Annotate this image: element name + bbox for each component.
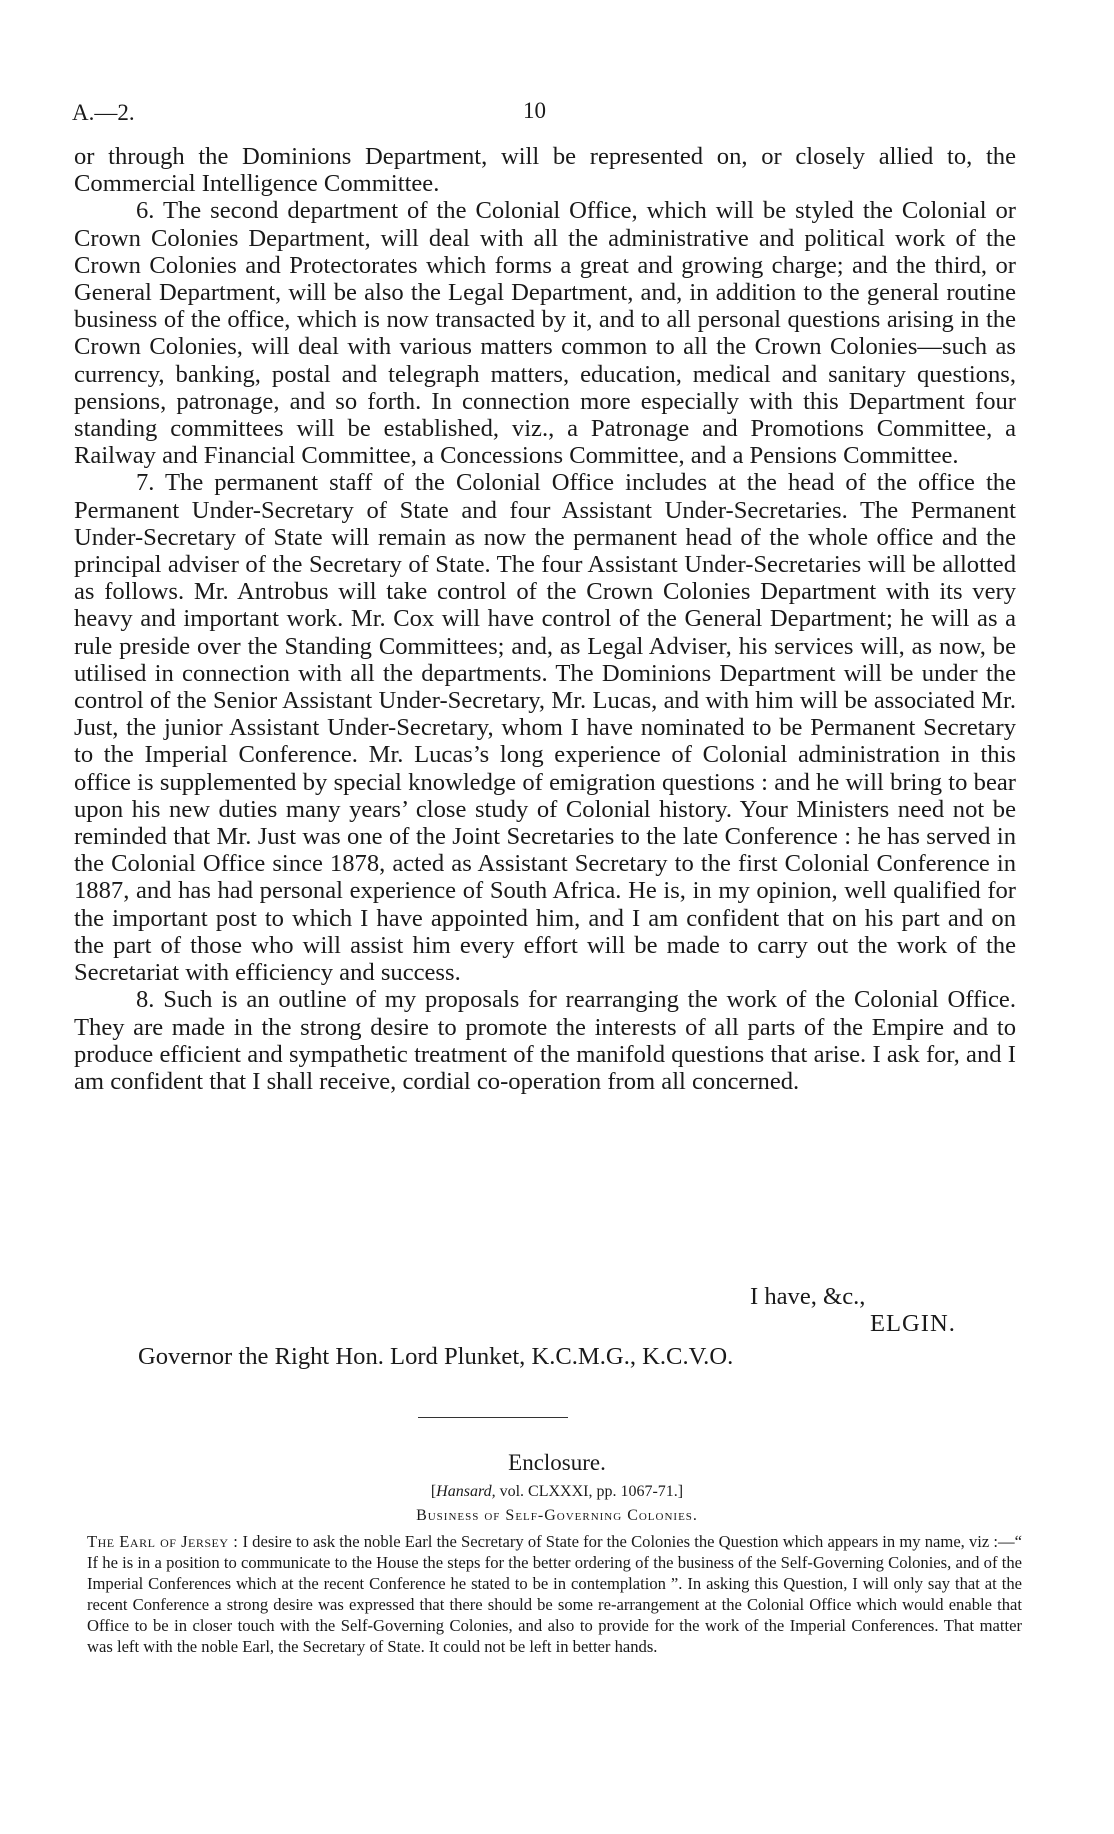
page-number: 10 [523,98,546,123]
addressee: Governor the Right Hon. Lord Plunket, K.C.M.G., K.C.V.O. [138,1343,734,1370]
paragraph-6: 6. The second department of the Colonial Office, which will be styled the Colonial or Crown Colonies Department, will deal with all the administrative and political work of the Crown Colonies and Protectorates which forms a great and growing charge; and the third, or General Department, will be also the Legal Department, and, in addition to the general routine business of the office, which is now transacted by it, and to all personal questions arising in the Crown Colonies, will deal with various matters common to all the Crown Colonies—such as currency, banking, postal and telegraph matters, education, medical and sanitary questions, pensions, patronage, and so forth. In connection more especially with this Department four standing committees will be established, viz., a Patronage and Promotions Committee, a Railway and Financial Committee, a Concessions Committee, and a Pensions Committee. [74,197,1016,470]
enclosure-title: Enclosure. [508,1450,606,1475]
speaker-name: The Earl of Jersey : [87,1532,239,1551]
paragraph-8: 8. Such is an outline of my proposals for rearranging the work of the Colonial Office. They are made in the strong desire to promote the interests of all parts of the Empire and to produce efficient and sympathetic treatment of the manifold questions that arise. I ask for, and I am confident that I shall receive, cordial co-operation from all concerned. [74,986,1016,1095]
speech-text: I desire to ask the noble Earl the Secretary of State for the Colonies the Question which appears in my name, viz :—“ If he is in a position to communicate to the House the steps for the better ordering of the business of the Self-Governing Colonies, and of the Imperial Conferences which at the recent Conference he stated to be in contemplation ”. In asking this Question, I will only say that at the recent Conference a strong desire was expressed that there should be some re-arrangement at the Colonial Office which would enable that Office to be in closer touch with the Self-Governing Colonies, and also to provide for the work of the Imperial Conferences. That matter was left with the noble Earl, the Secretary of State. It could not be left in better hands. [87,1532,1022,1656]
paper-reference: A.—2. [72,100,135,125]
paragraph-continuation: or through the Dominions Department, will be represented on, or closely allied to, the Commercial Intelligence Committee. [74,143,1016,198]
paragraph-7: 7. The permanent staff of the Colonial Office includes at the head of the office the Permanent Under-Secretary of State and four Assistant Under-Secretaries. The Permanent Under-Secretary of State will remain as now the permanent head of the whole office and the principal adviser of the Secretary of State. The four Assistant Under-Secretaries will be allotted as follows. Mr. Antrobus will take control of the Crown Colonies Department with its very heavy and important work. Mr. Cox will have control of the General Department; he will as a rule preside over the Standing Committees; and, as Legal Adviser, his services will, as now, be utilised in connection with all the departments. The Dominions Department will be under the control of the Senior Assistant Under-Secretary, Mr. Lucas, and with him will be associated Mr. Just, the junior Assistant Under-Secretary, whom I have nominated to be Permanent Secretary to the Imperial Conference. Mr. Lucas’s long experience of Colonial administration in this office is supplemented by special knowledge of emigration questions : and he will bring to bear upon his new duties many years’ close study of Colonial history. Your Ministers need not be reminded that Mr. Just was one of the Joint Secretaries to the late Conference : he has served in the Colonial Office since 1878, acted as Assistant Secretary to the first Colonial Conference in 1887, and has had personal experience of South Africa. He is, in my opinion, well qualified for the important post to which I have appointed him, and I am confident that on his part and on the part of those who will assist him every effort will be made to carry out the work of the Secretariat with efficiency and success. [74,469,1016,987]
source-publication: Hansard, [436,1483,496,1500]
source-bracket: [ [430,1483,437,1500]
signature-name: ELGIN. [870,1310,956,1337]
enclosure-source [0,1483,1114,1501]
despatch-body [74,143,1016,1095]
enclosure-body [87,1531,1022,1657]
source-reference: vol. CLXXXI, pp. 1067-71.] [495,1483,684,1500]
enclosure-heading: Business of Self-Governing Colonies. [416,1507,698,1524]
signature-closing: I have, &c., [750,1283,866,1310]
section-divider [418,1417,568,1418]
